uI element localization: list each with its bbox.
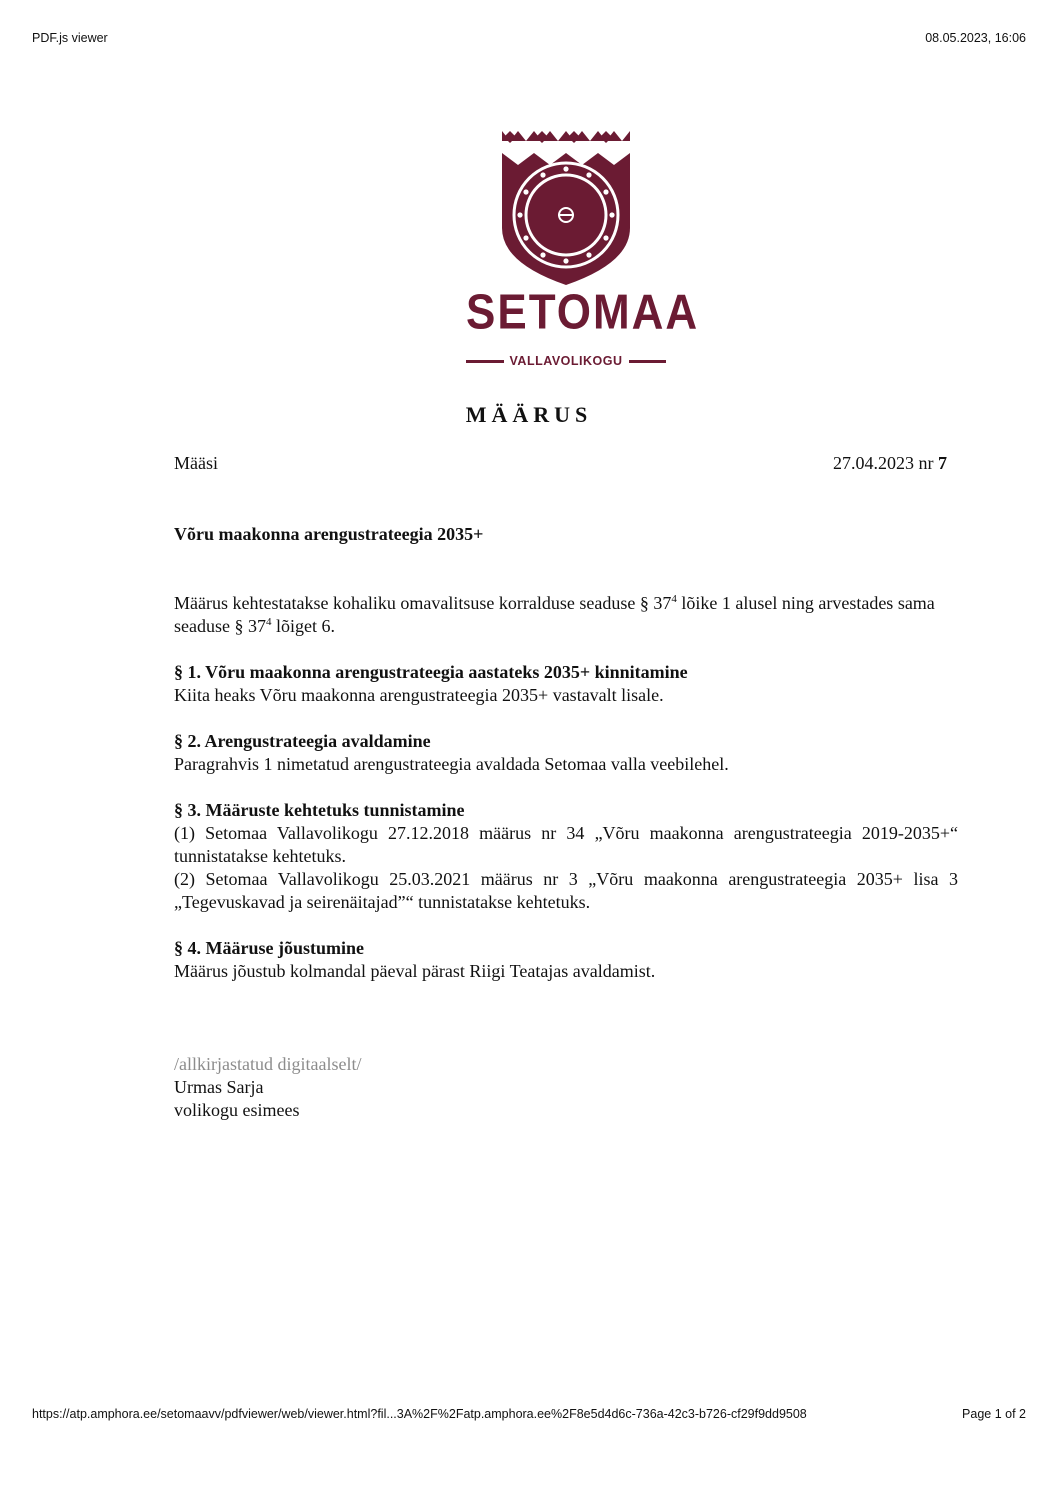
- section-paragraph: Määrus jõustub kolmandal päeval pärast Riigi Teatajas avaldamist.: [174, 961, 656, 981]
- print-header: [32, 31, 1026, 45]
- signer-name: Urmas Sarja: [174, 1077, 264, 1097]
- intro-text-1: Määrus kehtestatakse kohaliku omavalitsuse korralduse seaduse § 37: [174, 593, 672, 613]
- page-url: https://atp.amphora.ee/setomaavv/pdfviewer/web/viewer.html?fil...3A%2F%2Fatp.amphora.ee%2F8e5d4d6c-736a-42c3-b726-cf29f9dd9508: [32, 1407, 807, 1421]
- section-1: [174, 661, 958, 707]
- viewer-title: PDF.js viewer: [32, 31, 108, 45]
- setomaa-logo: [466, 123, 700, 378]
- section-paragraph: Paragrahvis 1 nimetatud arengustrateegia avaldada Setomaa valla veebilehel.: [174, 754, 729, 774]
- intro-superscript-1: 4: [671, 593, 677, 605]
- section-3: [174, 799, 958, 914]
- section-4: [174, 937, 958, 983]
- section-paragraph: (1) Setomaa Vallavolikogu 27.12.2018 määrus nr 34 „Võru maakonna arengustrateegia 2019-2035+“ tunnistatakse kehtetuks.: [174, 823, 958, 866]
- logo-wordmark: SETOMAA: [466, 285, 700, 340]
- digital-signature-note: /allkirjastatud digitaalselt/: [174, 1054, 362, 1074]
- document-type-title: MÄÄRUS: [465, 402, 593, 427]
- section-2: [174, 730, 958, 776]
- section-paragraph: Kiita heaks Võru maakonna arengustrateegia 2035+ vastavalt lisale.: [174, 685, 664, 705]
- document-title: Võru maakonna arengustrateegia 2035+: [174, 524, 484, 544]
- signer-role: volikogu esimees: [174, 1100, 300, 1120]
- document-date-text: 27.04.2023 nr: [833, 453, 934, 473]
- section-heading: § 2. Arengustrateegia avaldamine: [174, 731, 431, 751]
- print-footer: [32, 1407, 1026, 1421]
- document-place: Määsi: [174, 453, 218, 473]
- section-heading: § 1. Võru maakonna arengustrateegia aastateks 2035+ kinnitamine: [174, 662, 688, 682]
- intro-text-2: lõike 1 alusel ning arvestades sama seaduse § 37: [174, 593, 935, 636]
- print-timestamp: 08.05.2023, 16:06: [925, 31, 1026, 45]
- intro-text-3: lõiget 6.: [271, 616, 335, 636]
- intro-superscript-2: 4: [265, 616, 272, 628]
- logo-divider-right: [629, 360, 667, 363]
- section-paragraph: (2) Setomaa Vallavolikogu 25.03.2021 määrus nr 3 „Võru maakonna arengustrateegia 2035+ lisa 3 „Tegevuskavad ja seirenäitajad”“ tunnistatakse kehtetuks.: [174, 869, 958, 912]
- signature-block: [174, 1053, 361, 1122]
- document-date: [833, 453, 947, 474]
- document-intro: [174, 592, 958, 638]
- logo-divider-left: [466, 360, 504, 363]
- document-number: 7: [938, 453, 947, 473]
- page-counter: Page 1 of 2: [962, 1407, 1026, 1421]
- logo-subtitle-text: VALLAVOLIKOGU: [509, 354, 623, 368]
- logo-subtitle: [466, 354, 666, 368]
- section-heading: § 4. Määruse jõustumine: [174, 938, 364, 958]
- section-heading: § 3. Määruste kehtetuks tunnistamine: [174, 800, 465, 820]
- setomaa-coat-of-arms-icon: [466, 123, 666, 288]
